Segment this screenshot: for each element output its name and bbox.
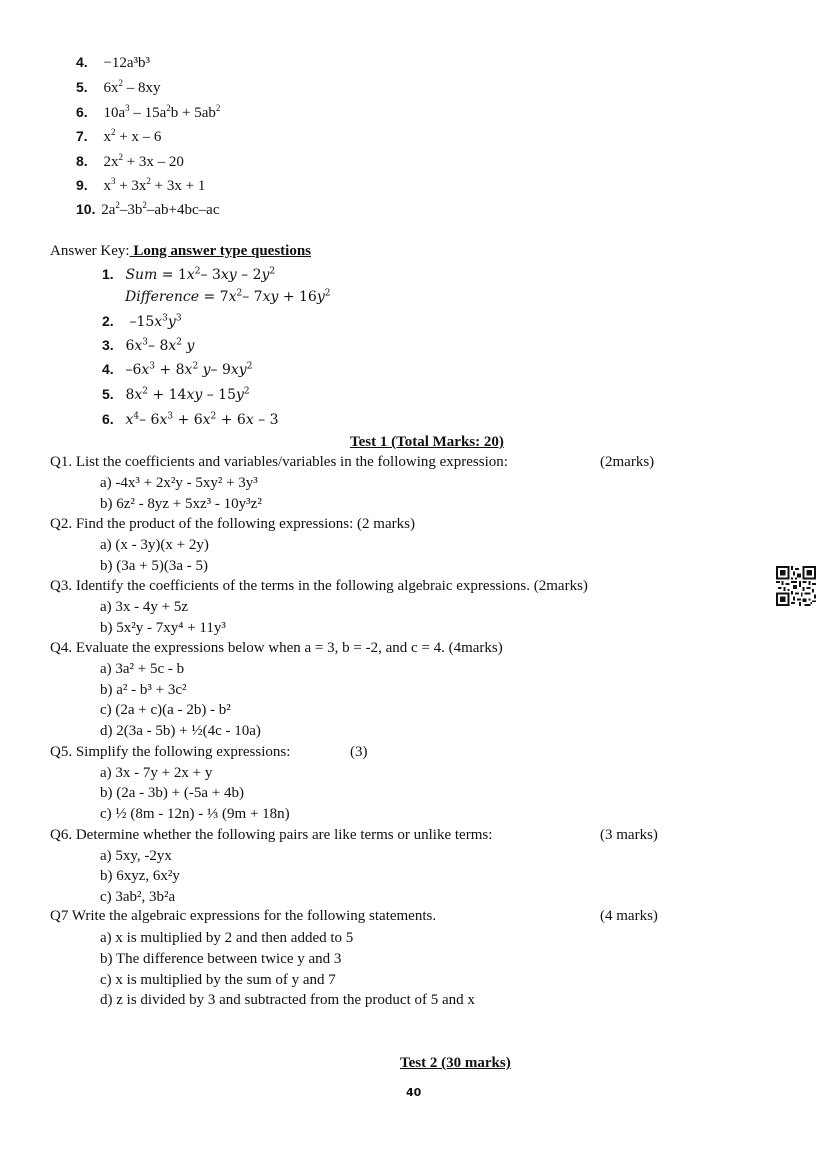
answer-number: 7. <box>76 128 88 144</box>
answer-expression: −12a³b³ <box>103 55 151 71</box>
answer-expression: $x^2 + x - 6$ <box>103 127 162 145</box>
question-part: a) x is multiplied by 2 and then added to 5 <box>100 930 354 946</box>
answer-key-number: 4. <box>102 361 114 377</box>
answer-key-expression: $x^4-$ $6x^3 + 6x^2 + 6x - 3$ <box>125 411 279 428</box>
answer-key-item-line2 <box>125 287 331 307</box>
question-part: a) 3x - 7y + 2x + y <box>100 765 213 781</box>
answer-number: 6. <box>76 104 88 120</box>
answer-row <box>76 52 150 73</box>
answer-key-item <box>102 311 182 332</box>
question-part: a) 3x - 4y + 5z <box>100 599 189 615</box>
answer-row <box>76 175 205 196</box>
answer-key-item <box>102 335 194 356</box>
question-part: b) (3a + 5)(3a - 5) <box>100 558 208 574</box>
answer-expression: $x^3 + 3x^2 + 3x + 1$ <box>103 176 206 194</box>
answer-row <box>76 77 160 98</box>
answer-number: 5. <box>76 79 88 95</box>
answer-key-expression: $-6x^3 + 8x^2$ y– $9xy^2$ <box>125 361 253 378</box>
question-part: b) The difference between twice y and 3 <box>100 951 342 967</box>
answer-key-expression: $-15x^3y^3$ <box>129 313 182 330</box>
question-part: a) -4x³ + 2x²y - 5xy² + 3y³ <box>100 475 258 491</box>
question-q7: Q7 Write the algebraic expressions for the following statements. <box>50 908 437 924</box>
answer-row <box>76 199 219 220</box>
answer-key-number: 5. <box>102 386 114 402</box>
answer-expression: $6x^2 - 8xy$ <box>103 78 161 96</box>
answer-key-item <box>102 359 252 380</box>
answer-row <box>76 126 161 147</box>
answer-key-difference: Difference = $7x^2-$ $7xy + 16y^2$ <box>125 288 331 305</box>
question-part: b) (2a - 3b) + (-5a + 4b) <box>100 785 244 801</box>
question-q7-marks: (4 marks) <box>600 908 658 924</box>
question-part: b) 6z² - 8yz + 5xz³ - 10y³z² <box>100 496 262 512</box>
answer-key-item <box>102 409 279 430</box>
answer-number: 9. <box>76 177 88 193</box>
question-part: a) 3a² + 5c - b <box>100 661 185 677</box>
page-number: 40 <box>406 1086 422 1099</box>
answer-key-item <box>102 384 250 405</box>
question-part: c) x is multiplied by the sum of y and 7 <box>100 972 336 988</box>
question-q6-marks: (3 marks) <box>600 827 658 843</box>
answer-expression: $10a^3 - 15a^2b + 5ab^2$ <box>103 103 221 121</box>
question-q4: Q4. Evaluate the expressions below when a = 3, b = -2, and c = 4. (4marks) <box>50 640 503 656</box>
answer-key-expression: $6x^3-$ $8x^2$ y <box>125 337 195 354</box>
test2-title: Test 2 (30 marks) <box>400 1055 511 1071</box>
question-q1-marks: (2marks) <box>600 454 655 470</box>
question-q6: Q6. Determine whether the following pairs are like terms or unlike terms: <box>50 827 493 843</box>
answer-key-number: 1. <box>102 266 114 282</box>
question-q3: Q3. Identify the coefficients of the terms in the following algebraic expressions. (2marks) <box>50 578 588 594</box>
answer-key-prefix: Answer Key: <box>50 243 130 259</box>
question-part: b) 6xyz, 6x²y <box>100 868 180 884</box>
answer-row <box>76 102 220 123</box>
question-q2: Q2. Find the product of the following expressions: (2 marks) <box>50 516 415 532</box>
question-q5-marks: (3) <box>350 744 368 760</box>
answer-key-item <box>102 264 275 285</box>
answer-number: 10. <box>76 201 96 217</box>
answer-key-expression: $8x^2 + 14xy - 15y^2$ <box>125 386 250 403</box>
answer-key-number: 6. <box>102 411 114 427</box>
question-part: c) 3ab², 3b²a <box>100 889 176 905</box>
question-part: d) 2(3a - 5b) + ½(4c - 10a) <box>100 723 261 739</box>
question-part: c) ½ (8m - 12n) - ⅓ (9m + 18n) <box>100 806 290 822</box>
answer-row <box>76 151 184 172</box>
answer-expression: $2a^2-3b^2-ab+4bc-ac$ <box>101 200 220 218</box>
question-part: b) a² - b³ + 3c² <box>100 682 187 698</box>
question-part: d) z is divided by 3 and subtracted from the product of 5 and x <box>100 992 475 1008</box>
answer-number: 4. <box>76 54 88 70</box>
answer-expression: $2x^2 + 3x - 20$ <box>103 152 184 170</box>
answer-key-sum: Sum = $1x^2-$ $3xy - 2y^2$ <box>125 266 276 283</box>
qr-code-icon <box>776 566 816 606</box>
answer-key-title: Long answer type questions <box>129 243 311 259</box>
test1-title: Test 1 (Total Marks: 20) <box>350 434 504 450</box>
answer-number: 8. <box>76 153 88 169</box>
question-q5: Q5. Simplify the following expressions: <box>50 744 291 760</box>
question-part: b) 5x²y - 7xy⁴ + 11y³ <box>100 620 226 636</box>
question-q1: Q1. List the coefficients and variables/variables in the following expression: <box>50 454 508 470</box>
answer-key-heading <box>50 241 311 261</box>
question-part: a) 5xy, -2yx <box>100 848 172 864</box>
answer-key-number: 3. <box>102 337 114 353</box>
question-part: a) (x - 3y)(x + 2y) <box>100 537 209 553</box>
question-part: c) (2a + c)(a - 2b) - b² <box>100 702 231 718</box>
answer-key-number: 2. <box>102 313 114 329</box>
